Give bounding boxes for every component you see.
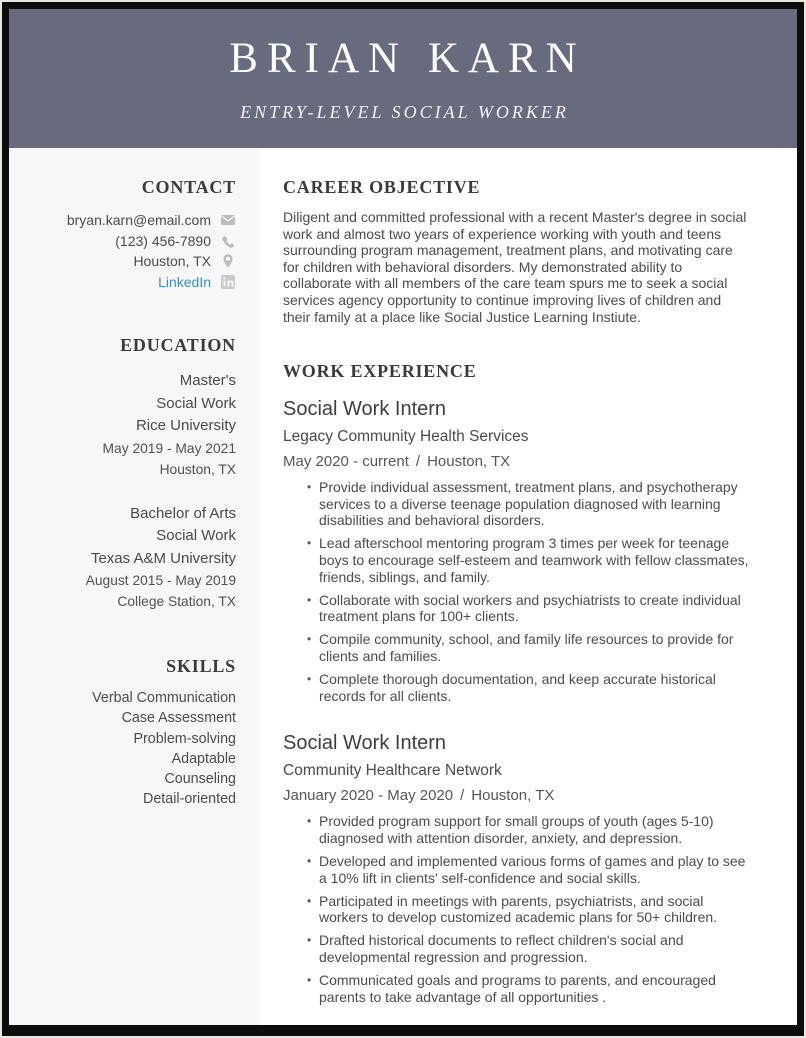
linkedin-icon bbox=[220, 274, 236, 290]
skill-item: Case Assessment bbox=[121, 710, 236, 727]
person-title: ENTRY-LEVEL SOCIAL WORKER bbox=[240, 101, 569, 122]
edu-school: Rice University bbox=[135, 417, 236, 434]
job-dateline bbox=[283, 453, 749, 470]
location-icon bbox=[220, 253, 236, 269]
sidebar bbox=[9, 148, 260, 1025]
job-bullet-list bbox=[283, 813, 749, 1005]
edu-field: Social Work bbox=[156, 394, 236, 412]
skill-item: Detail-oriented bbox=[143, 791, 236, 808]
job-bullet: • Provided program support for small groups of youth (ages 5-10) diagnosed with attention disorder, anxiety, and depression. bbox=[283, 813, 749, 846]
skill-item: Problem-solving bbox=[133, 730, 236, 747]
email-icon bbox=[220, 212, 236, 228]
contact-heading: CONTACT bbox=[141, 177, 236, 197]
header-banner bbox=[9, 9, 797, 148]
person-name: BRIAN KARN bbox=[229, 34, 586, 82]
skill-item: Verbal Communication bbox=[92, 690, 236, 706]
contact-row-linkedin bbox=[25, 272, 236, 293]
job-bullet: • Complete thorough documentation, and keep accurate historical records for all clients. bbox=[283, 671, 749, 704]
job-bullet: • Provide individual assessment, treatment plans, and psychotherapy services to a diverse teenage population diagnosed with learning disabilities and behavioral disorders. bbox=[283, 479, 749, 529]
job-company: Community Healthcare Network bbox=[283, 762, 502, 780]
edu-location: Houston, TX bbox=[159, 461, 236, 477]
job-dates: May 2020 - current bbox=[283, 453, 409, 471]
skill-item: Adaptable bbox=[171, 750, 236, 767]
job-company: Legacy Community Health Services bbox=[283, 428, 529, 446]
contact-row-email bbox=[25, 210, 236, 231]
contact-location-value: Houston, TX bbox=[133, 253, 211, 270]
job-bullet: • Participated in meetings with parents, psychiatrists, and social workers to develop customized academic plans for 50+ children. bbox=[283, 893, 749, 926]
edu-degree: Master's bbox=[179, 372, 236, 389]
body-columns bbox=[9, 148, 797, 1025]
job-bullet: • Collaborate with social workers and psychiatrists to create individual treatment plans for 100+ clients. bbox=[283, 592, 749, 625]
contact-phone-value: (123) 456-7890 bbox=[115, 232, 211, 249]
job-bullet: • Compile community, school, and family life resources to provide for clients and families. bbox=[283, 631, 749, 664]
edu-dates: May 2019 - May 2021 bbox=[102, 440, 236, 456]
edu-field: Social Work bbox=[156, 527, 236, 544]
job-bullet-list bbox=[283, 479, 749, 704]
education-heading: EDUCATION bbox=[120, 335, 236, 355]
resume-sheet bbox=[2, 2, 804, 1036]
contact-row-phone bbox=[25, 231, 236, 252]
job-location: Houston, TX bbox=[427, 453, 511, 471]
contact-email-value: bryan.karn@email.com bbox=[66, 212, 211, 229]
contact-row-location bbox=[25, 251, 236, 272]
job-title: Social Work Intern bbox=[283, 398, 447, 421]
date-location-separator: / bbox=[415, 453, 421, 471]
date-location-separator: / bbox=[460, 787, 465, 805]
education-entry bbox=[25, 370, 236, 480]
skill-item: Counseling bbox=[164, 771, 236, 788]
edu-degree: Bachelor of Arts bbox=[130, 504, 236, 522]
edu-dates: August 2015 - May 2019 bbox=[85, 573, 236, 588]
job-dates: January 2020 - May 2020 bbox=[283, 787, 454, 805]
contact-list bbox=[25, 210, 236, 292]
job-title: Social Work Intern bbox=[283, 732, 447, 755]
edu-school: Texas A&M University bbox=[90, 549, 236, 567]
skills-list bbox=[25, 688, 236, 810]
edu-location: College Station, TX bbox=[117, 594, 236, 609]
objective-text: Diligent and committed professional with a recent Master's degree in social work and almost two years of experience working with youth and teens surrounding program management, treatment plans, and motivating care for children with behavioral disorders. My demonstrated ability to collaborate with all members of the care team spurs me to seek a social services agency opportunity to continue improving lives of children and their family at a place like Social Justice Learning Instiute. bbox=[283, 209, 747, 325]
skills-heading: SKILLS bbox=[166, 656, 236, 676]
main-column bbox=[260, 148, 797, 1025]
job-bullet: • Communicated goals and programs to parents, and encouraged parents to take advantage of all opportunities . bbox=[283, 972, 749, 1005]
education-entry bbox=[25, 503, 236, 613]
experience-heading: WORK EXPERIENCE bbox=[283, 361, 477, 382]
job-bullet: • Developed and implemented various forms of games and play to see a 10% lift in clients' self-confidence and social skills. bbox=[283, 853, 749, 886]
job-entry bbox=[283, 397, 749, 704]
linkedin-link[interactable]: LinkedIn bbox=[158, 273, 211, 290]
job-dateline bbox=[283, 787, 749, 804]
objective-heading: CAREER OBJECTIVE bbox=[283, 177, 481, 197]
job-location: Houston, TX bbox=[471, 787, 555, 805]
job-bullet: • Drafted historical documents to reflect children's social and developmental regression and progression. bbox=[283, 932, 749, 965]
phone-icon bbox=[220, 233, 236, 249]
job-bullet: • Lead afterschool mentoring program 3 times per week for teenage boys to encourage self-esteem and teamwork with fellow classmates, friends, siblings, and family. bbox=[283, 535, 749, 585]
job-entry bbox=[283, 731, 749, 1005]
